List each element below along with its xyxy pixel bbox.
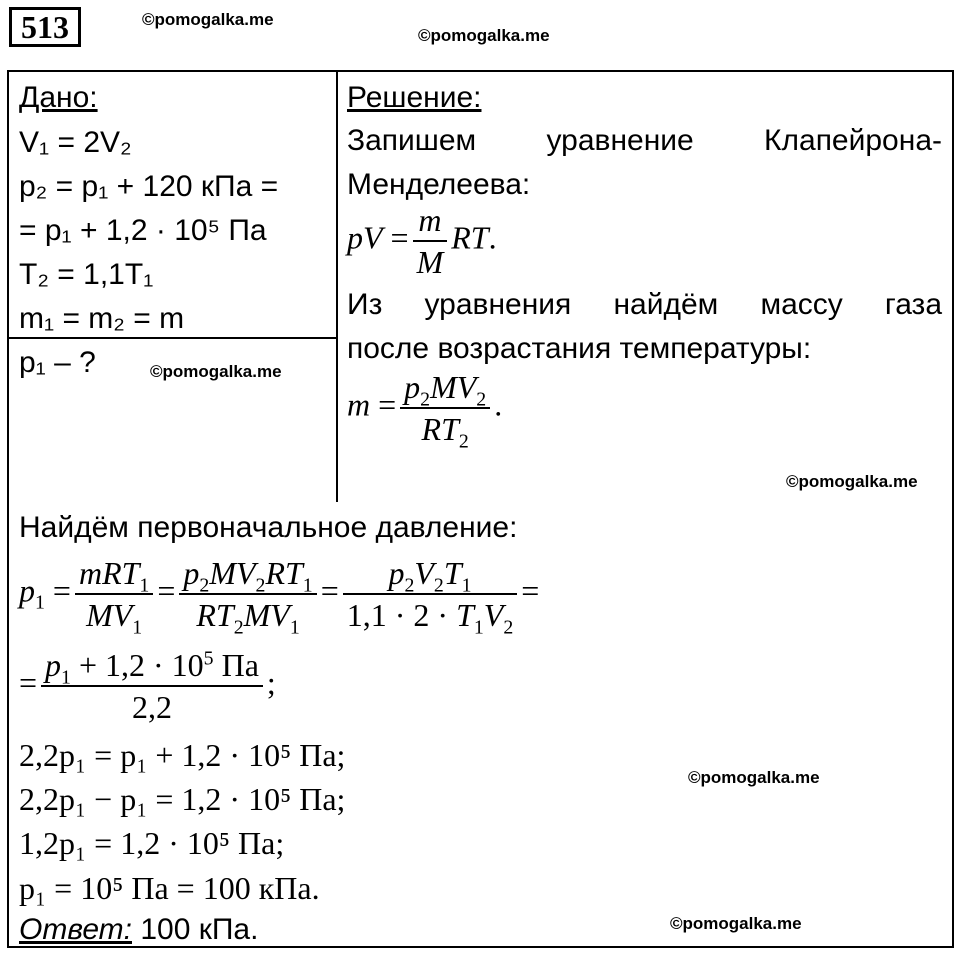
mass-equation: m = $\frac{p_2MV_2}{RT_2}$ . [347, 369, 503, 453]
equation-6: p₁ = 10⁵ Па = 100 кПа. [19, 870, 320, 906]
given-heading: Дано: [19, 81, 98, 114]
bottom-text: Найдём первоначальное давление: [19, 511, 518, 544]
given-line-2: p₂ = p₁ + 120 кПа = [19, 170, 279, 203]
find-line: p₁ – ? [19, 346, 96, 379]
solution-text-2: после возрастания температуры: [347, 332, 812, 365]
problem-number: 513 [9, 7, 81, 47]
solution-intro-1: Запишем уравнение Клапейрона- [347, 124, 942, 157]
watermark: ©pomogalka.me [670, 914, 802, 933]
watermark: ©pomogalka.me [418, 26, 550, 45]
equation-5: 1,2p₁ = 1,2 · 10⁵ Па; [19, 825, 285, 861]
pressure-equation-2: = $\frac{p_1 + 1,2 \cdot 10^5 Па}{2,2}$ ; [19, 647, 276, 725]
answer-label: Ответ: [19, 913, 132, 946]
pressure-equation-1: $p_1$ = $\frac{mRT_1}{MV_1}$ = $\frac{p_2MV_2RT_1}{RT_2MV_1}$ = $\frac{p_2V_2T_1}{1,1 \cdot 2 \cdot T_1V_2}$ = [19, 555, 540, 639]
watermark: ©pomogalka.me [786, 472, 918, 491]
given-line-1: V₁ = 2V₂ [19, 126, 132, 159]
given-line-3: = p₁ + 1,2 · 10⁵ Па [19, 214, 267, 247]
solution-text-1: Из уравнения найдём массу газа [347, 288, 942, 321]
equation-3: 2,2p₁ = p₁ + 1,2 · 10⁵ Па; [19, 737, 346, 773]
answer-line [19, 908, 258, 952]
watermark: ©pomogalka.me [150, 362, 282, 381]
watermark: ©pomogalka.me [142, 10, 274, 29]
given-line-5: m₁ = m₂ = m [19, 302, 185, 335]
answer-value: 100 кПа. [140, 913, 259, 946]
equation-4: 2,2p₁ − p₁ = 1,2 · 10⁵ Па; [19, 781, 346, 817]
watermark: ©pomogalka.me [688, 768, 820, 787]
solution-heading: Решение: [347, 81, 482, 114]
column-divider [336, 70, 338, 502]
clapeyron-equation: pV = $\frac{m}{M}$ RT. [347, 202, 497, 280]
given-line-4: T₂ = 1,1T₁ [19, 258, 154, 291]
solution-intro-2: Менделеева: [347, 168, 531, 201]
